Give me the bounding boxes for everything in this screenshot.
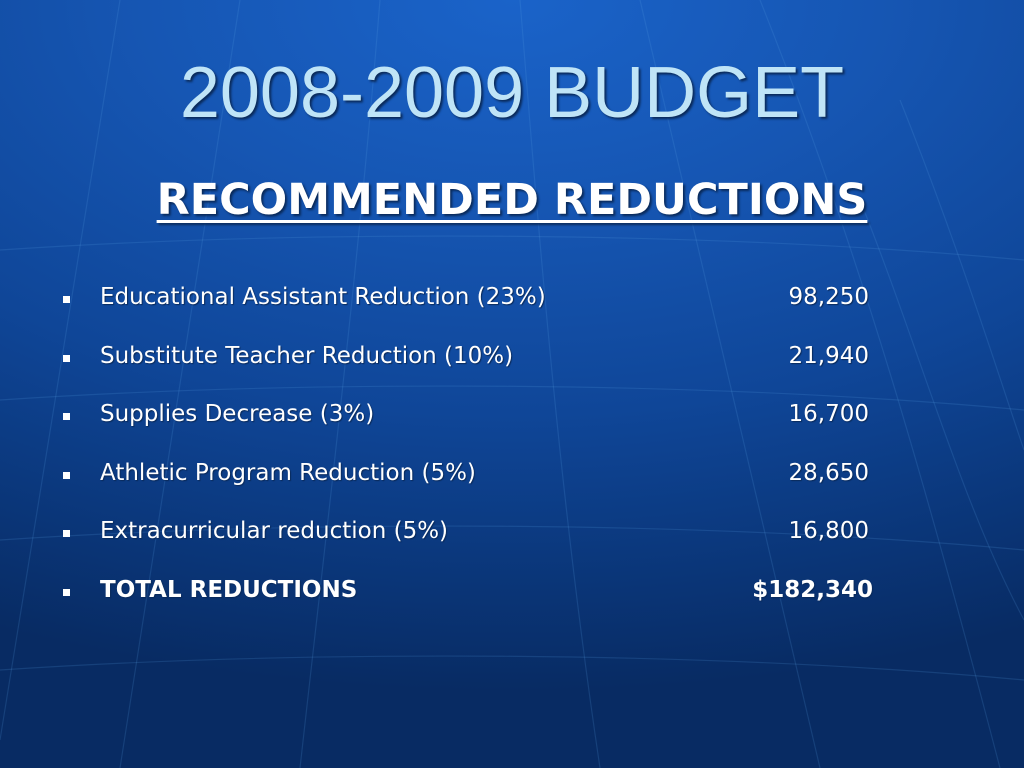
total-row (0, 577, 1024, 636)
item-amount: 16,700 (788, 401, 869, 427)
item-label: Athletic Program Reduction (5%) (100, 459, 476, 486)
total-label: TOTAL REDUCTIONS (100, 576, 358, 603)
item-amount: 21,940 (788, 342, 869, 369)
item-label: Educational Assistant Reduction (23%) (100, 284, 546, 310)
bullet-icon (63, 472, 70, 479)
reductions-list (0, 284, 1024, 635)
list-item (0, 518, 1024, 577)
total-amount: $182,340 (752, 576, 873, 603)
bullet-icon (63, 296, 70, 303)
item-label: Substitute Teacher Reduction (10%) (100, 342, 514, 369)
bullet-icon (63, 413, 70, 420)
item-amount: 28,650 (788, 459, 869, 486)
item-amount: 98,250 (788, 284, 869, 310)
slide-title: 2008-2009 BUDGET (179, 53, 845, 133)
item-label: Extracurricular reduction (5%) (100, 518, 449, 544)
list-item (0, 460, 1024, 519)
item-label: Supplies Decrease (3%) (100, 401, 375, 427)
bullet-icon (63, 589, 70, 596)
list-item (0, 284, 1024, 343)
bullet-icon (63, 355, 70, 362)
slide-subtitle: RECOMMENDED REDUCTIONS (156, 175, 868, 225)
list-item (0, 343, 1024, 402)
bullet-icon (63, 530, 70, 537)
list-item (0, 401, 1024, 460)
item-amount: 16,800 (788, 518, 869, 544)
